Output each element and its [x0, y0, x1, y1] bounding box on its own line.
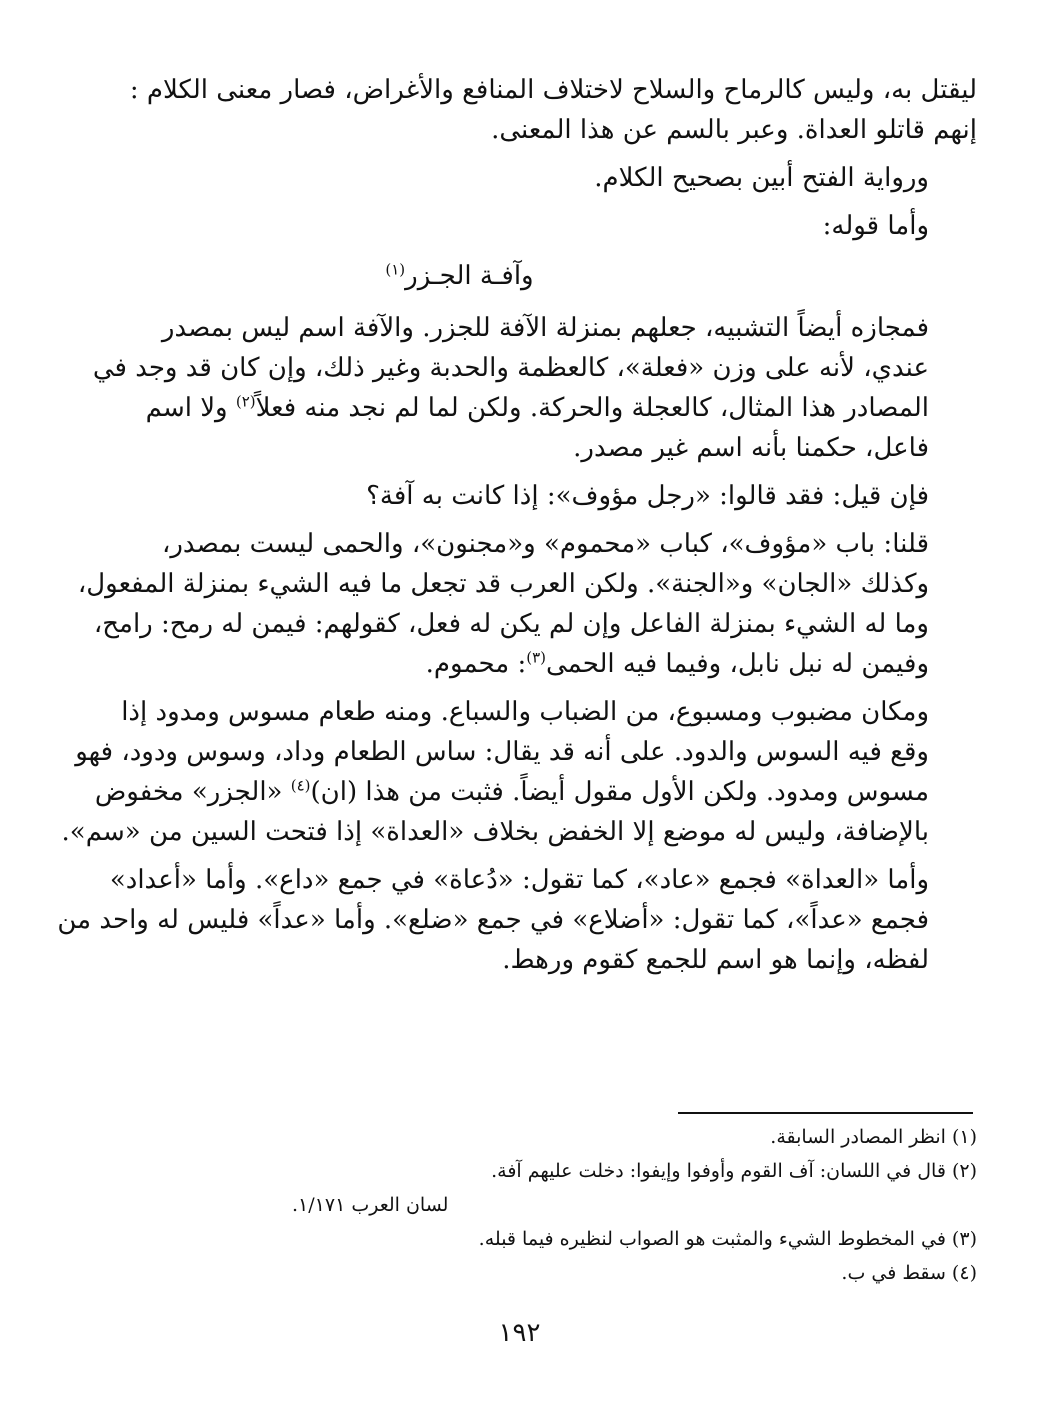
footnote-3: (٣) في المخطوط الشيء والمثبت هو الصواب لنظيره فيما قبله. [478, 1228, 977, 1250]
footnote-4: (٤) سقط في ب. [841, 1262, 977, 1284]
paragraph-4 [62, 308, 977, 468]
text-line: ومكان مضبوب ومسبوع، من الضباب والسباع. ومنه طعام مسوس ومدود إذا [121, 697, 929, 727]
footnote-ref-1[interactable]: (١) [385, 260, 406, 279]
text-line [62, 388, 977, 428]
paragraph-5: فإن قيل: فقد قالوا: «رجل مؤوف»: إذا كانت به آفة؟ [366, 481, 929, 511]
text-line: ليقتل به، وليس كالرماح والسلاح لاختلاف المنافع والأغراض، فصار معنى الكلام : [129, 75, 977, 105]
text-line: وما له الشيء بمنزلة الفاعل وإن لم يكن له فعل، كقولهم: فيمن له رمح: رامح، [93, 609, 929, 639]
verse-text: وآفـة الجـزر [405, 261, 534, 291]
text-line: بالإضافة، وليس له موضع إلا الخفض بخلاف «العداة» إذا فتحت السين من «سم». [61, 817, 929, 847]
footnote-ref-3[interactable]: (٣) [526, 648, 547, 667]
paragraph-1 [62, 70, 977, 150]
text-fragment: : محموم. [425, 649, 527, 679]
text-line: وقع فيه السوس والدود. على أنه قد يقال: ساس الطعام وداد، وسوس ودود، فهو [75, 737, 929, 767]
text-fragment: المصادر هذا المثال، كالعجلة والحركة. ولكن لما لم نجد منه فعلاً [255, 393, 929, 423]
footnote-2: (٢) قال في اللسان: آف القوم وأوفوا وإيفوا: دخلت عليهم آفة. [491, 1160, 977, 1182]
text-line: قلنا: باب «مؤوف»، كباب «محموم» و«مجنون»، والحمى ليست بمصدر، [161, 529, 929, 559]
text-line: لفظه، وإنما هو اسم للجمع كقوم ورهط. [502, 945, 929, 975]
footnote-ref-2[interactable]: (٢) [235, 392, 256, 411]
footnote-1: (١) انظر المصادر السابقة. [770, 1126, 977, 1148]
text-line: فجمع «عداً»، كما تقول: «أضلاع» في جمع «ضلع». وأما «عداً» فليس له واحد من [57, 905, 929, 935]
text-fragment: وفيمن له نبل نابل، وفيما فيه الحمى [546, 649, 929, 679]
text-fragment: «الجزر» مخفوض [94, 777, 283, 807]
text-fragment: ولا اسم [145, 393, 228, 423]
paragraph-7 [62, 692, 977, 852]
page-number: ١٩٢ [498, 1318, 541, 1348]
paragraph-2: ورواية الفتح أبين بصحيح الكلام. [594, 163, 929, 193]
verse-quote [62, 254, 977, 298]
text-line: فمجازه أيضاً التشبيه، جعلهم بمنزلة الآفة للجزر. والآفة اسم ليس بمصدر [161, 313, 929, 343]
footnote-2-source: لسان العرب ١/١٧١. [292, 1194, 449, 1216]
footnote-ref-4[interactable]: (٤) [290, 776, 311, 795]
text-line: وكذلك «الجان» و«الجنة». ولكن العرب قد تجعل ما فيه الشيء بمنزلة المفعول، [77, 569, 929, 599]
text-line: فاعل، حكمنا بأنه اسم غير مصدر. [573, 433, 929, 463]
footnote-divider [678, 1112, 973, 1114]
paragraph-6 [62, 524, 977, 684]
text-line: وأما «العداة» فجمع «عاد»، كما تقول: «دُعاة» في جمع «داع». وأما «أعداد» [109, 865, 929, 895]
footnotes [62, 1120, 977, 1290]
paragraph-8 [57, 860, 977, 980]
text-line [62, 644, 977, 684]
paragraph-3: وأما قوله: [822, 211, 929, 241]
text-fragment: مسوس ومدود. ولكن الأول مقول أيضاً. فثبت من هذا (ان) [310, 777, 929, 807]
page-body [57, 70, 977, 988]
text-line [62, 772, 977, 812]
text-line: عندي، لأنه على وزن «فعلة»، كالعظمة والحدبة وغير ذلك، وإن كان قد وجد في [92, 353, 929, 383]
text-line: إنهم قاتلو العداة. وعبر بالسم عن هذا المعنى. [491, 115, 977, 145]
